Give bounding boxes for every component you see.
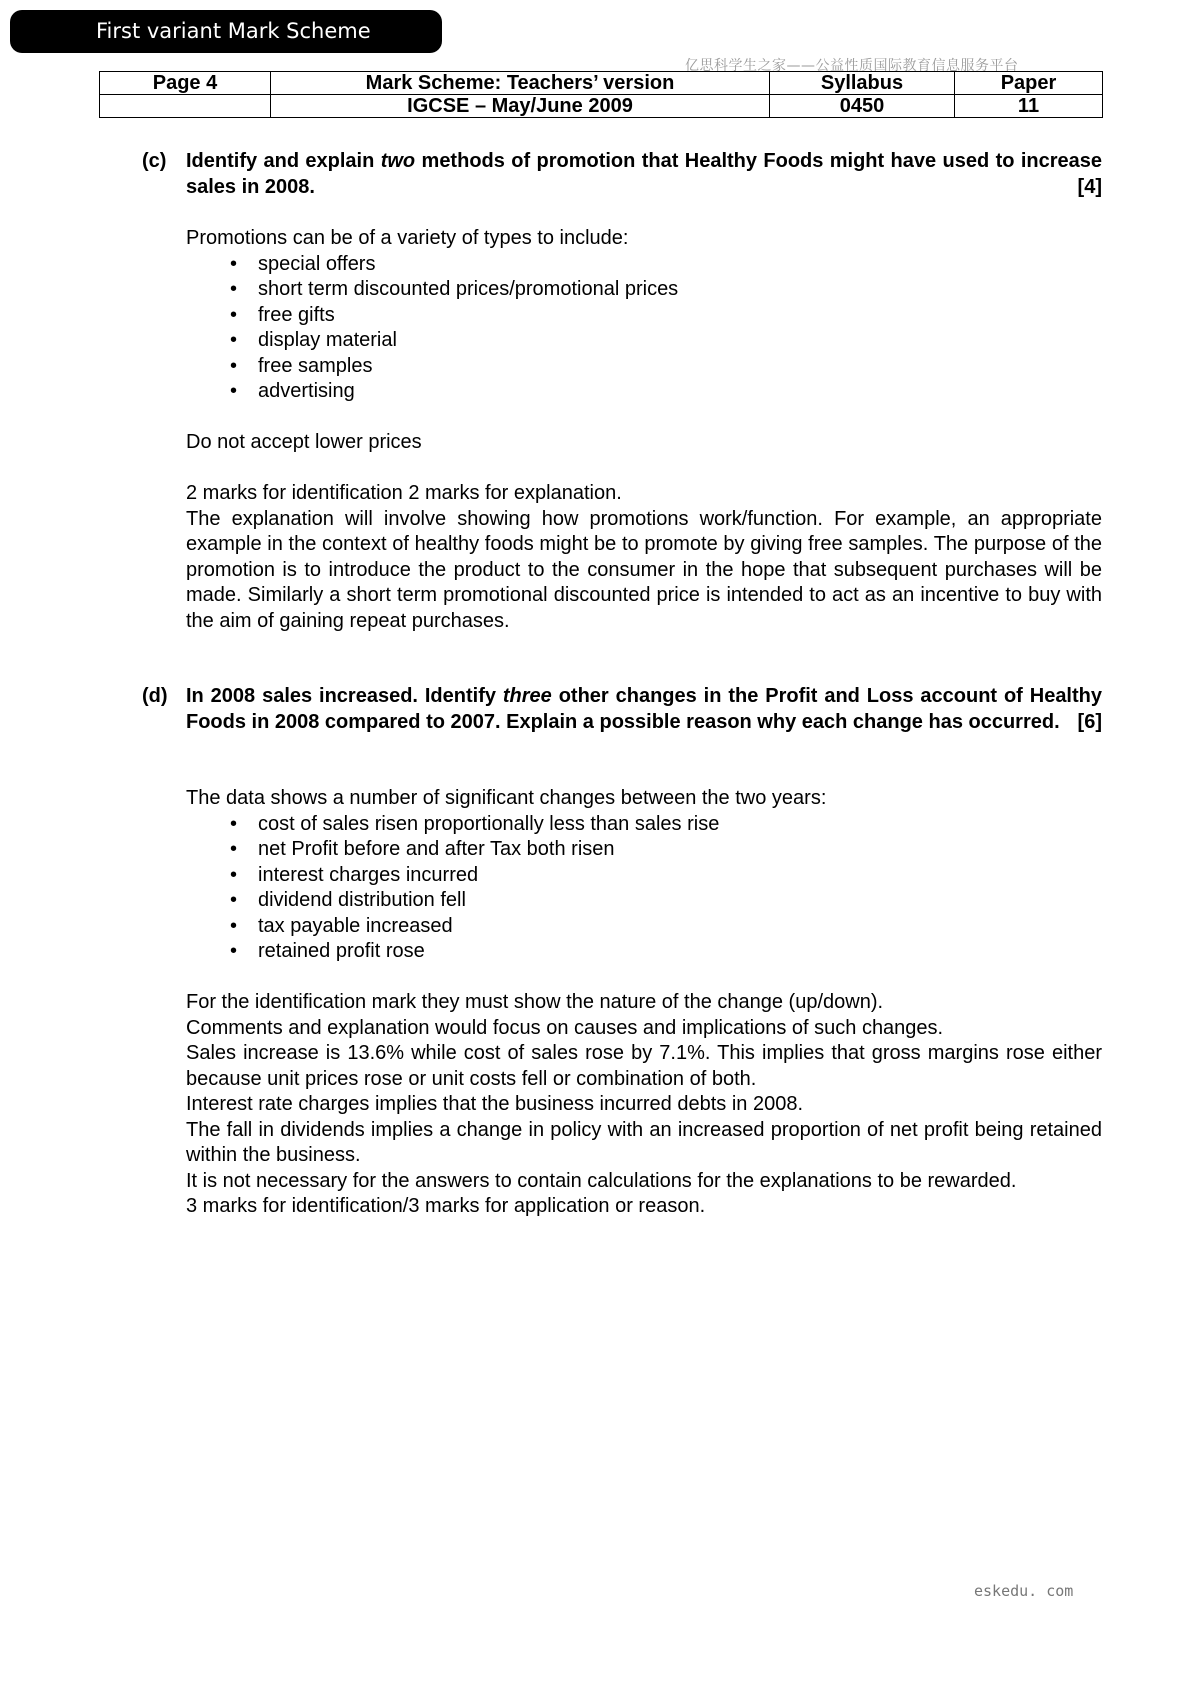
header-syllabus-label: Syllabus <box>770 72 955 95</box>
question-d-intro: The data shows a number of significant changes between the two years: <box>186 787 827 809</box>
header-syllabus-code: 0450 <box>770 95 955 118</box>
list-item: • net Profit before and after Tax both risen <box>230 838 615 860</box>
list-item: • free samples <box>230 354 373 377</box>
question-c-intro: Promotions can be of a variety of types to include: <box>186 227 629 249</box>
list-item: • retained profit rose <box>230 940 425 962</box>
question-c-text: Identify and explain two methods of promotion that Healthy Foods might have used to increase sales in 2008. [4] <box>186 149 1102 200</box>
header-paper-number: 11 <box>955 95 1103 118</box>
footer-site-text: eskedu. com <box>974 1582 1074 1600</box>
list-item: • advertising <box>230 380 355 402</box>
question-c-marks-note: 2 marks for identification 2 marks for explanation. <box>186 482 622 504</box>
list-item: • interest charges incurred <box>230 863 479 886</box>
mark-scheme-banner: First variant Mark Scheme <box>10 10 442 53</box>
header-exam-session: IGCSE – May/June 2009 <box>271 95 770 118</box>
header-row-1 <box>100 72 1103 95</box>
header-page: Page 4 <box>100 72 271 95</box>
question-d-para-6: It is not necessary for the answers to contain calculations for the explanations to be rewarded. <box>186 1169 1017 1192</box>
list-item: • free gifts <box>230 303 335 326</box>
question-c-answer <box>186 226 1102 634</box>
question-d-marks: [6] <box>1077 710 1102 733</box>
question-c-label: (c) <box>142 150 167 172</box>
question-d-para-4: Interest rate charges implies that the business incurred debts in 2008. <box>186 1093 804 1115</box>
list-item: • display material <box>230 329 397 351</box>
question-d-para-3: Sales increase is 13.6% while cost of sales rose by 7.1%. This implies that gross margins rose either because unit prices rose or unit costs fell or combination of both. <box>186 1042 1102 1090</box>
question-d-bullet-list <box>186 812 1102 965</box>
question-c-note: Do not accept lower prices <box>186 431 422 453</box>
header-doc-title: Mark Scheme: Teachers’ version <box>271 72 770 95</box>
header-empty-cell <box>100 95 271 118</box>
question-d-answer <box>186 786 1102 1220</box>
question-c-bullet-list <box>186 252 1102 405</box>
question-c-marks: [4] <box>1077 175 1102 198</box>
question-d-label: (d) <box>142 685 168 707</box>
question-d-para-2: Comments and explanation would focus on causes and implications of such changes. <box>186 1016 944 1039</box>
question-d-para-7: 3 marks for identification/3 marks for application or reason. <box>186 1195 706 1217</box>
header-table <box>99 71 1103 118</box>
list-item: • special offers <box>230 252 376 275</box>
question-d-para-1: For the identification mark they must show the nature of the change (up/down). <box>186 991 884 1013</box>
question-d-text: In 2008 sales increased. Identify three other changes in the Profit and Loss account of Healthy Foods in 2008 compared to 2007. Explain a possible reason why each change has occurred. [6] <box>186 684 1102 735</box>
list-item: • dividend distribution fell <box>230 889 466 911</box>
list-item: • cost of sales risen proportionally less than sales rise <box>230 812 720 835</box>
list-item: • short term discounted prices/promotional prices <box>230 278 679 300</box>
header-row-2 <box>100 95 1103 118</box>
question-d-para-5: The fall in dividends implies a change in policy with an increased proportion of net profit being retained within the business. <box>186 1118 1102 1166</box>
watermark-text: 亿思科学生之家——公益性质国际教育信息服务平台 <box>685 58 1019 74</box>
header-paper-label: Paper <box>955 72 1103 95</box>
list-item: • tax payable increased <box>230 914 453 937</box>
question-c-explanation: The explanation will involve showing how promotions work/function. For example, an appropriate example in the context of healthy foods might be to promote by giving free samples. The purpose of the promotion is to introduce the product to the consumer in the hope that subsequent purchases will be made. Similarly a short term promotional discounted price is intended to act as an incentive to buy with the aim of gaining repeat purchases. <box>186 507 1102 632</box>
